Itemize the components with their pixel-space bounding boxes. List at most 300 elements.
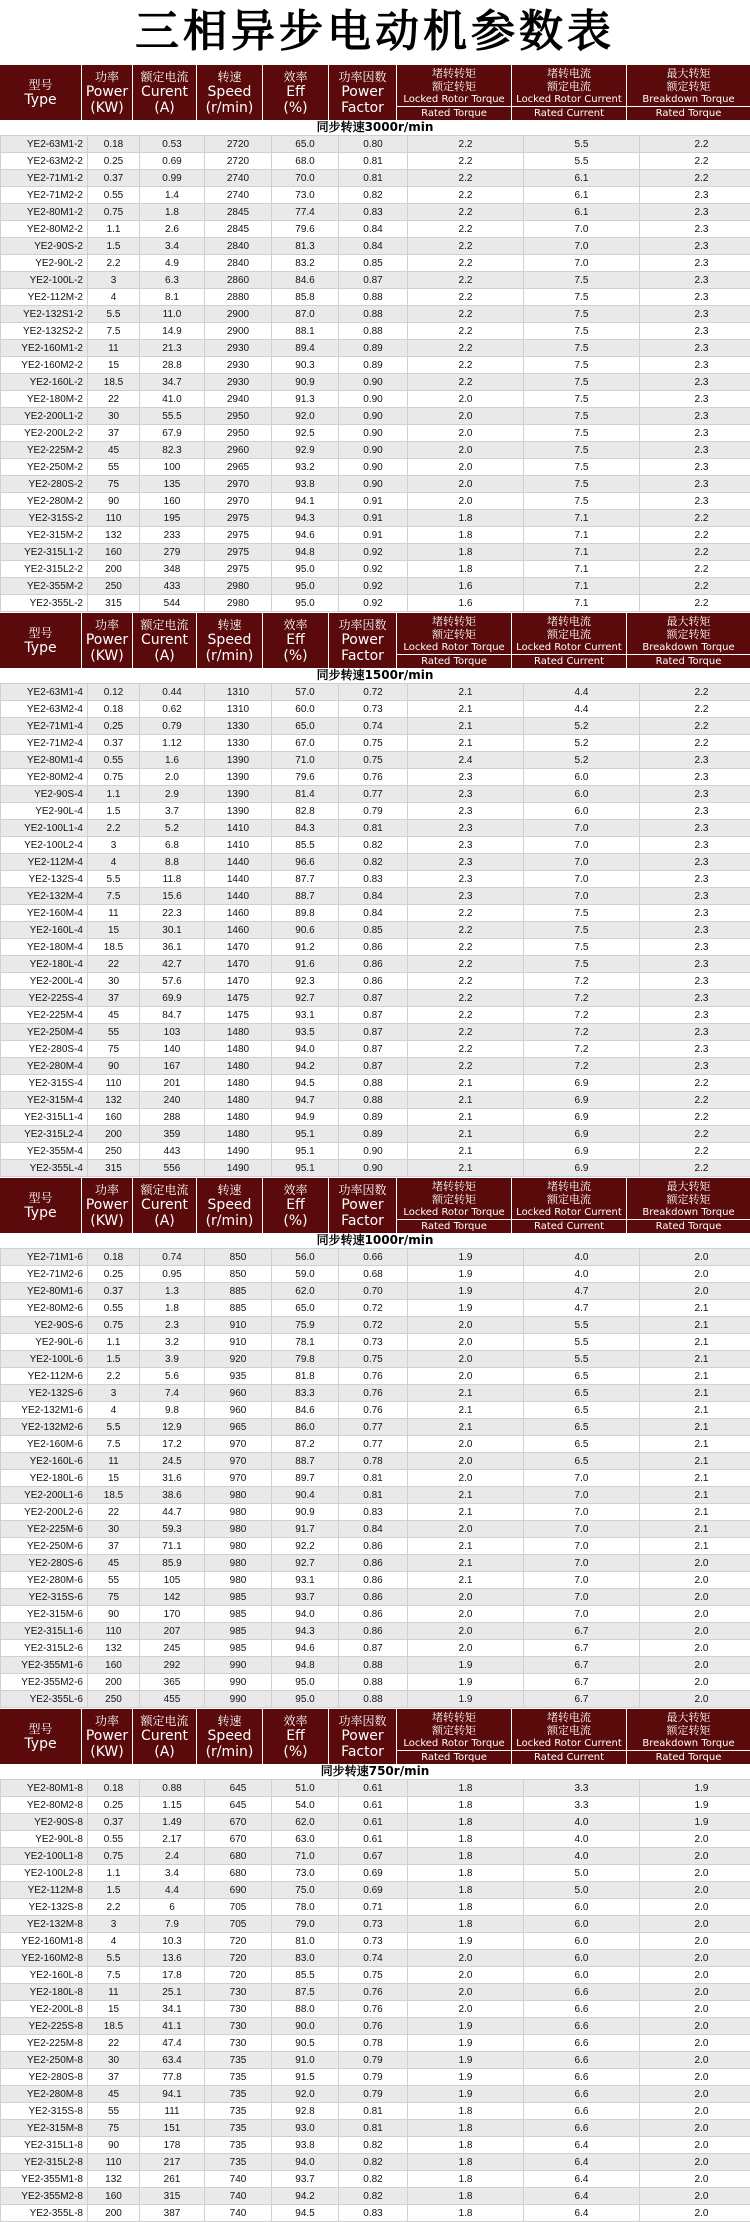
table-row [1, 871, 750, 888]
table-cell: 0.75 [339, 735, 408, 752]
table-cell: 850 [205, 1249, 272, 1266]
table-cell: 7.0 [524, 1521, 640, 1538]
table-cell: 160 [88, 1657, 140, 1674]
table-row [1, 1780, 750, 1797]
table-cell: 1480 [205, 1109, 272, 1126]
table-cell: 0.86 [339, 1572, 408, 1589]
table-cell: 11 [88, 1984, 140, 2001]
table-cell: 2.0 [640, 2069, 750, 2086]
table-cell: 2.1 [408, 1402, 524, 1419]
table-cell: 0.82 [339, 2154, 408, 2171]
table-cell: YE2-180L-4 [1, 956, 88, 973]
table-cell: 6.5 [524, 1453, 640, 1470]
table-cell: 885 [205, 1283, 272, 1300]
table-cell: 1.9 [408, 1933, 524, 1950]
table-cell: 0.84 [339, 1521, 408, 1538]
table-cell: 84.6 [272, 272, 339, 289]
table-cell: 0.86 [339, 1589, 408, 1606]
col-eff-header [263, 65, 329, 120]
table-cell: 81.3 [272, 238, 339, 255]
col-lrc-en1: Locked Rotor Current [516, 93, 622, 106]
table-cell: YE2-112M-4 [1, 854, 88, 871]
table-cell: YE2-355M2-8 [1, 2188, 88, 2205]
table-cell: YE2-355M1-8 [1, 2171, 88, 2188]
table-cell: 2950 [205, 408, 272, 425]
col-lrc-zh1: 堵转电流 [547, 1709, 591, 1724]
table-cell: 5.2 [140, 820, 205, 837]
table-cell: 90.6 [272, 922, 339, 939]
table-cell: YE2-80M2-4 [1, 769, 88, 786]
table-cell: 2.3 [408, 803, 524, 820]
table-cell: 5.2 [524, 752, 640, 769]
table-cell: YE2-80M1-2 [1, 204, 88, 221]
table-cell: 0.88 [339, 323, 408, 340]
table-cell: 985 [205, 1589, 272, 1606]
table-cell: 59.3 [140, 1521, 205, 1538]
col-current-unit: (A) [154, 100, 175, 116]
table-cell: 62.0 [272, 1283, 339, 1300]
table-cell: 2.1 [640, 1385, 750, 1402]
table-cell: 2.2 [640, 544, 750, 561]
table-cell: 47.4 [140, 2035, 205, 2052]
table-cell: 42.7 [140, 956, 205, 973]
table-cell: 2.3 [140, 1317, 205, 1334]
table-cell: 2.2 [408, 990, 524, 1007]
table-row [1, 544, 750, 561]
table-cell: 94.9 [272, 1109, 339, 1126]
table-cell: 2.0 [408, 1334, 524, 1351]
table-cell: 2.1 [408, 1385, 524, 1402]
table-cell: 7.0 [524, 1470, 640, 1487]
table-cell: 0.90 [339, 425, 408, 442]
table-cell: 2.3 [408, 837, 524, 854]
table-cell: 7.5 [524, 306, 640, 323]
table-cell: 0.55 [88, 1831, 140, 1848]
table-cell: YE2-280M-6 [1, 1572, 88, 1589]
table-cell: 1.8 [408, 2205, 524, 2222]
sync-speed-label: 同步转速1500r/min [0, 668, 750, 683]
col-bdt-en2: Rated Torque [627, 654, 750, 669]
table-cell: 5.5 [88, 306, 140, 323]
table-cell: 7.5 [524, 939, 640, 956]
table-cell: 90.0 [272, 2018, 339, 2035]
table-cell: 81.0 [272, 1933, 339, 1950]
table-cell: 960 [205, 1402, 272, 1419]
table-cell: 735 [205, 2103, 272, 2120]
col-bdt-zh1: 最大转矩 [667, 1709, 711, 1724]
col-pf-en2: Factor [341, 648, 384, 664]
table-cell: 2.0 [408, 2001, 524, 2018]
table-cell: 93.7 [272, 1589, 339, 1606]
table-cell: 18.5 [88, 2018, 140, 2035]
table-cell: 2930 [205, 374, 272, 391]
table-cell: 0.53 [140, 136, 205, 153]
table-cell: 62.0 [272, 1814, 339, 1831]
table-cell: YE2-132M2-6 [1, 1419, 88, 1436]
table-cell: 0.18 [88, 1780, 140, 1797]
table-row [1, 939, 750, 956]
table-cell: 1470 [205, 956, 272, 973]
table-cell: 2.0 [640, 1674, 750, 1691]
table-cell: YE2-280S-4 [1, 1041, 88, 1058]
table-cell: 7.5 [524, 289, 640, 306]
table-cell: 2.2 [408, 357, 524, 374]
table-cell: 2.3 [408, 871, 524, 888]
table-cell: 1470 [205, 973, 272, 990]
table-cell: 1490 [205, 1143, 272, 1160]
table-cell: 7.5 [524, 459, 640, 476]
table-cell: YE2-90L-6 [1, 1334, 88, 1351]
table-cell: 2.1 [408, 1109, 524, 1126]
table-cell: 0.76 [339, 1984, 408, 2001]
table-cell: 0.92 [339, 595, 408, 612]
table-cell: 7.0 [524, 888, 640, 905]
table-cell: 0.69 [339, 1865, 408, 1882]
table-cell: 3 [88, 1916, 140, 1933]
table-cell: 90.3 [272, 357, 339, 374]
tables-container [0, 64, 750, 2222]
table-cell: 2.0 [640, 1555, 750, 1572]
table-cell: YE2-315M-6 [1, 1606, 88, 1623]
table-cell: 2.3 [640, 905, 750, 922]
table-cell: 71.0 [272, 752, 339, 769]
table-cell: 45 [88, 1555, 140, 1572]
table-cell: 2.2 [640, 735, 750, 752]
table-cell: 5.5 [88, 1419, 140, 1436]
table-cell: 132 [88, 1640, 140, 1657]
table-cell: 0.37 [88, 1283, 140, 1300]
table-row [1, 2137, 750, 2154]
table-cell: 250 [88, 1143, 140, 1160]
col-speed-zh: 转速 [217, 70, 241, 84]
table-cell: 0.87 [339, 990, 408, 1007]
table-cell: 6.6 [524, 2001, 640, 2018]
table-row [1, 1950, 750, 1967]
table-cell: 7.0 [524, 837, 640, 854]
table-cell: 1.1 [88, 221, 140, 238]
table-cell: 0.76 [339, 769, 408, 786]
speed-section [0, 1708, 750, 2222]
table-cell: 6.1 [524, 204, 640, 221]
table-cell: 0.75 [339, 1967, 408, 1984]
table-row [1, 442, 750, 459]
col-lrt-header [397, 1178, 512, 1233]
table-cell: 2.0 [640, 1967, 750, 1984]
table-cell: 105 [140, 1572, 205, 1589]
table-cell: 2.1 [408, 1075, 524, 1092]
table-cell: 2.3 [640, 939, 750, 956]
table-cell: YE2-132S-6 [1, 1385, 88, 1402]
table-cell: 15 [88, 1470, 140, 1487]
col-lrc-zh2: 额定电流 [547, 628, 591, 641]
table-cell: YE2-132S1-2 [1, 306, 88, 323]
table-cell: 2.0 [408, 1950, 524, 1967]
table-cell: 110 [88, 1623, 140, 1640]
col-bdt-zh1: 最大转矩 [667, 613, 711, 628]
table-cell: 85.5 [272, 837, 339, 854]
table-cell: 55.5 [140, 408, 205, 425]
table-cell: 21.3 [140, 340, 205, 357]
table-cell: 0.25 [88, 1797, 140, 1814]
table-cell: 2.9 [140, 786, 205, 803]
table-cell: 0.55 [88, 752, 140, 769]
table-cell: 0.18 [88, 136, 140, 153]
table-cell: 2.2 [408, 340, 524, 357]
table-cell: YE2-112M-6 [1, 1368, 88, 1385]
table-row [1, 1058, 750, 1075]
table-cell: 0.92 [339, 544, 408, 561]
table-cell: 5.5 [524, 153, 640, 170]
col-bdt-en2: Rated Torque [627, 1750, 750, 1765]
table-cell: 288 [140, 1109, 205, 1126]
table-cell: 0.87 [339, 1041, 408, 1058]
table-cell: 31.6 [140, 1470, 205, 1487]
table-cell: YE2-225M-6 [1, 1521, 88, 1538]
table-cell: 89.7 [272, 1470, 339, 1487]
table-cell: 30 [88, 2052, 140, 2069]
table-cell: 2.0 [640, 1283, 750, 1300]
table-cell: 0.86 [339, 956, 408, 973]
table-cell: 2.3 [640, 1007, 750, 1024]
table-cell: 0.79 [339, 803, 408, 820]
table-cell: 2.3 [640, 493, 750, 510]
table-cell: 75.9 [272, 1317, 339, 1334]
table-cell: 0.82 [339, 854, 408, 871]
table-cell: 2.2 [408, 323, 524, 340]
col-pf-header [329, 1709, 397, 1764]
table-cell: 1440 [205, 888, 272, 905]
table-cell: 13.6 [140, 1950, 205, 1967]
table-cell: 2.0 [640, 1865, 750, 1882]
table-cell: 0.72 [339, 1300, 408, 1317]
table-cell: 89.4 [272, 340, 339, 357]
table-cell: 2.2 [640, 595, 750, 612]
table-cell: YE2-112M-8 [1, 1882, 88, 1899]
table-cell: 7.2 [524, 990, 640, 1007]
table-cell: YE2-132S-4 [1, 871, 88, 888]
table-cell: YE2-100L2-8 [1, 1865, 88, 1882]
col-lrt-zh1: 堵转转矩 [432, 1178, 476, 1193]
table-cell: 94.0 [272, 1041, 339, 1058]
table-cell: 2.1 [640, 1300, 750, 1317]
table-cell: 730 [205, 2001, 272, 2018]
table-cell: 18.5 [88, 374, 140, 391]
table-cell: 91.7 [272, 1521, 339, 1538]
table-cell: 365 [140, 1674, 205, 1691]
speed-section [0, 1177, 750, 1708]
table-cell: 81.4 [272, 786, 339, 803]
table-cell: 1330 [205, 735, 272, 752]
col-lrc-zh2: 额定电流 [547, 80, 591, 93]
table-cell: 94.8 [272, 1657, 339, 1674]
table-cell: 730 [205, 2035, 272, 2052]
table-cell: 151 [140, 2120, 205, 2137]
col-model-header [0, 1178, 82, 1233]
col-eff-header [263, 1709, 329, 1764]
col-lrt-en1: Locked Rotor Torque [403, 641, 504, 654]
table-cell: 1.8 [408, 1916, 524, 1933]
col-power-unit: (KW) [90, 1213, 123, 1229]
col-current-en: Curent [141, 632, 188, 648]
table-cell: 2.0 [408, 493, 524, 510]
table-cell: 1.15 [140, 1797, 205, 1814]
table-cell: 88.7 [272, 888, 339, 905]
table-cell: YE2-132M-4 [1, 888, 88, 905]
table-row [1, 922, 750, 939]
table-cell: 0.81 [339, 1487, 408, 1504]
table-cell: 0.87 [339, 272, 408, 289]
col-lrc-header [512, 613, 627, 668]
table-cell: 195 [140, 510, 205, 527]
table-cell: 0.37 [88, 170, 140, 187]
table-cell: 91.0 [272, 2052, 339, 2069]
table-row [1, 1160, 750, 1177]
table-cell: 2.3 [640, 769, 750, 786]
table-cell: 89.8 [272, 905, 339, 922]
table-cell: 7.0 [524, 1606, 640, 1623]
table-cell: 0.90 [339, 391, 408, 408]
table-cell: 985 [205, 1606, 272, 1623]
table-cell: YE2-225S-4 [1, 990, 88, 1007]
table-cell: 6.6 [524, 1984, 640, 2001]
table-cell: 2.3 [640, 357, 750, 374]
table-cell: 2.1 [408, 1504, 524, 1521]
table-row [1, 357, 750, 374]
sync-speed-label: 同步转速3000r/min [0, 120, 750, 135]
table-cell: 2.0 [640, 1899, 750, 1916]
table-cell: 17.8 [140, 1967, 205, 1984]
col-speed-zh: 转速 [217, 1183, 241, 1197]
table-row [1, 1283, 750, 1300]
table-cell: 2.2 [408, 922, 524, 939]
table-row [1, 1623, 750, 1640]
table-cell: 79.6 [272, 769, 339, 786]
table-cell: 2.2 [408, 1041, 524, 1058]
col-bdt-zh1: 最大转矩 [667, 1178, 711, 1193]
col-bdt-zh2: 额定转矩 [667, 628, 711, 641]
table-cell: 7.2 [524, 1041, 640, 1058]
table-cell: 2.2 [408, 956, 524, 973]
table-cell: 41.1 [140, 2018, 205, 2035]
table-cell: 1480 [205, 1058, 272, 1075]
table-cell: 0.68 [339, 1266, 408, 1283]
table-cell: YE2-112M-2 [1, 289, 88, 306]
table-cell: 38.6 [140, 1487, 205, 1504]
table-cell: YE2-200L1-2 [1, 408, 88, 425]
table-cell: 3.4 [140, 238, 205, 255]
table-header [0, 64, 750, 120]
table-cell: 7.5 [524, 357, 640, 374]
table-cell: 2.2 [640, 1109, 750, 1126]
table-cell: 980 [205, 1487, 272, 1504]
table-cell: YE2-132S2-2 [1, 323, 88, 340]
table-row [1, 1300, 750, 1317]
table-cell: YE2-90S-4 [1, 786, 88, 803]
table-cell: 3.9 [140, 1351, 205, 1368]
table-cell: 0.44 [140, 684, 205, 701]
table-cell: YE2-200L-4 [1, 973, 88, 990]
table-cell: 11 [88, 905, 140, 922]
col-power-en: Power [86, 1197, 128, 1213]
table-cell: 11 [88, 340, 140, 357]
table-cell: 2.0 [640, 2086, 750, 2103]
table-cell: 1.9 [640, 1814, 750, 1831]
table-cell: 1460 [205, 905, 272, 922]
table-cell: 1.8 [408, 527, 524, 544]
table-cell: 0.74 [140, 1249, 205, 1266]
table-cell: 2.3 [640, 459, 750, 476]
table-cell: 2.1 [408, 1160, 524, 1177]
table-cell: 200 [88, 1126, 140, 1143]
table-cell: YE2-71M1-2 [1, 170, 88, 187]
table-cell: 2.0 [408, 1589, 524, 1606]
table-cell: 3.2 [140, 1334, 205, 1351]
col-speed-header [197, 613, 263, 668]
table-cell: 740 [205, 2188, 272, 2205]
col-lrt-en1: Locked Rotor Torque [403, 1206, 504, 1219]
table-cell: 2.2 [88, 255, 140, 272]
table-cell: 645 [205, 1797, 272, 1814]
table-cell: 1.9 [408, 1657, 524, 1674]
table-row [1, 1126, 750, 1143]
table-cell: 68.0 [272, 153, 339, 170]
table-row [1, 221, 750, 238]
table-cell: 0.90 [339, 1160, 408, 1177]
table-cell: 11.0 [140, 306, 205, 323]
table-cell: 95.0 [272, 1691, 339, 1708]
col-power-zh: 功率 [95, 1714, 119, 1728]
col-pf-header [329, 1178, 397, 1233]
table-cell: 2.2 [408, 905, 524, 922]
table-cell: 78.1 [272, 1334, 339, 1351]
table-cell: YE2-315L2-6 [1, 1640, 88, 1657]
col-eff-zh: 效率 [283, 70, 307, 84]
table-row [1, 1075, 750, 1092]
table-cell: 6.7 [524, 1657, 640, 1674]
col-lrt-zh2: 额定转矩 [432, 1193, 476, 1206]
table-cell: 92.3 [272, 973, 339, 990]
table-row [1, 1041, 750, 1058]
col-lrc-en1: Locked Rotor Current [516, 1737, 622, 1750]
table-cell: 1480 [205, 1041, 272, 1058]
table-cell: 1330 [205, 718, 272, 735]
table-cell: 705 [205, 1916, 272, 1933]
table-cell: YE2-160M-6 [1, 1436, 88, 1453]
table-cell: 30 [88, 1521, 140, 1538]
table-cell: 1.9 [408, 1266, 524, 1283]
table-cell: 11.8 [140, 871, 205, 888]
table-cell: YE2-355M1-6 [1, 1657, 88, 1674]
table-cell: 980 [205, 1504, 272, 1521]
table-cell: 34.1 [140, 2001, 205, 2018]
col-power-header [82, 1709, 133, 1764]
col-pf-header [329, 613, 397, 668]
table-cell: 2.0 [640, 2103, 750, 2120]
table-row [1, 769, 750, 786]
col-model-zh: 型号 [28, 78, 52, 92]
table-row [1, 340, 750, 357]
table-cell: 1.1 [88, 786, 140, 803]
table-cell: YE2-355L-2 [1, 595, 88, 612]
table-cell: 0.73 [339, 701, 408, 718]
table-cell: YE2-225M-4 [1, 1007, 88, 1024]
table-cell: 7.0 [524, 1589, 640, 1606]
table-cell: 0.61 [339, 1814, 408, 1831]
table-cell: 2.3 [640, 1041, 750, 1058]
table-cell: 94.2 [272, 2188, 339, 2205]
table-cell: 735 [205, 2154, 272, 2171]
table-cell: 2.0 [640, 1657, 750, 1674]
